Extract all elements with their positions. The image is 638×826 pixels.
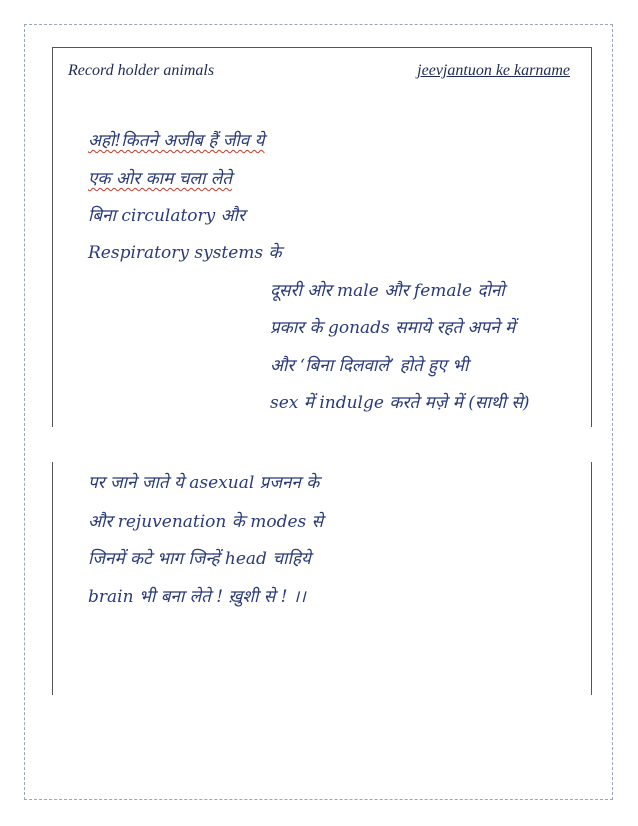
verse-line: और ‘बिना दिलवाले’ होते हुए भी <box>270 356 469 376</box>
verse-line: पर जाने जाते ये asexual प्रजनन के <box>88 473 320 493</box>
verse-line: प्रकार के gonads समाये रहते अपने में <box>270 318 516 338</box>
verse-line: Respiratory systems के <box>88 243 282 263</box>
verse-line: और rejuvenation के modes से <box>88 512 324 532</box>
verse-line: brain भी बना लेते ! ख़ुशी से ! ।। <box>88 587 306 607</box>
verse-line: जिनमें कटे भाग जिन्हें head चाहिये <box>88 549 311 569</box>
header-title-right: jeevjantuon ke karname <box>417 62 570 79</box>
content-frame-bottom <box>52 462 592 695</box>
verse-line: एक ओर काम चला लेते <box>88 169 232 189</box>
verse-line: बिना circulatory और <box>88 206 246 226</box>
verse-line: दूसरी ओर male और female दोनो <box>270 281 505 301</box>
header-title-left: Record holder animals <box>68 62 215 79</box>
verse-line: sex में indulge करते मज़े में (साथी से) <box>270 393 530 413</box>
verse-line: अहो!कितने अजीब हैं जीव ये <box>88 131 265 151</box>
